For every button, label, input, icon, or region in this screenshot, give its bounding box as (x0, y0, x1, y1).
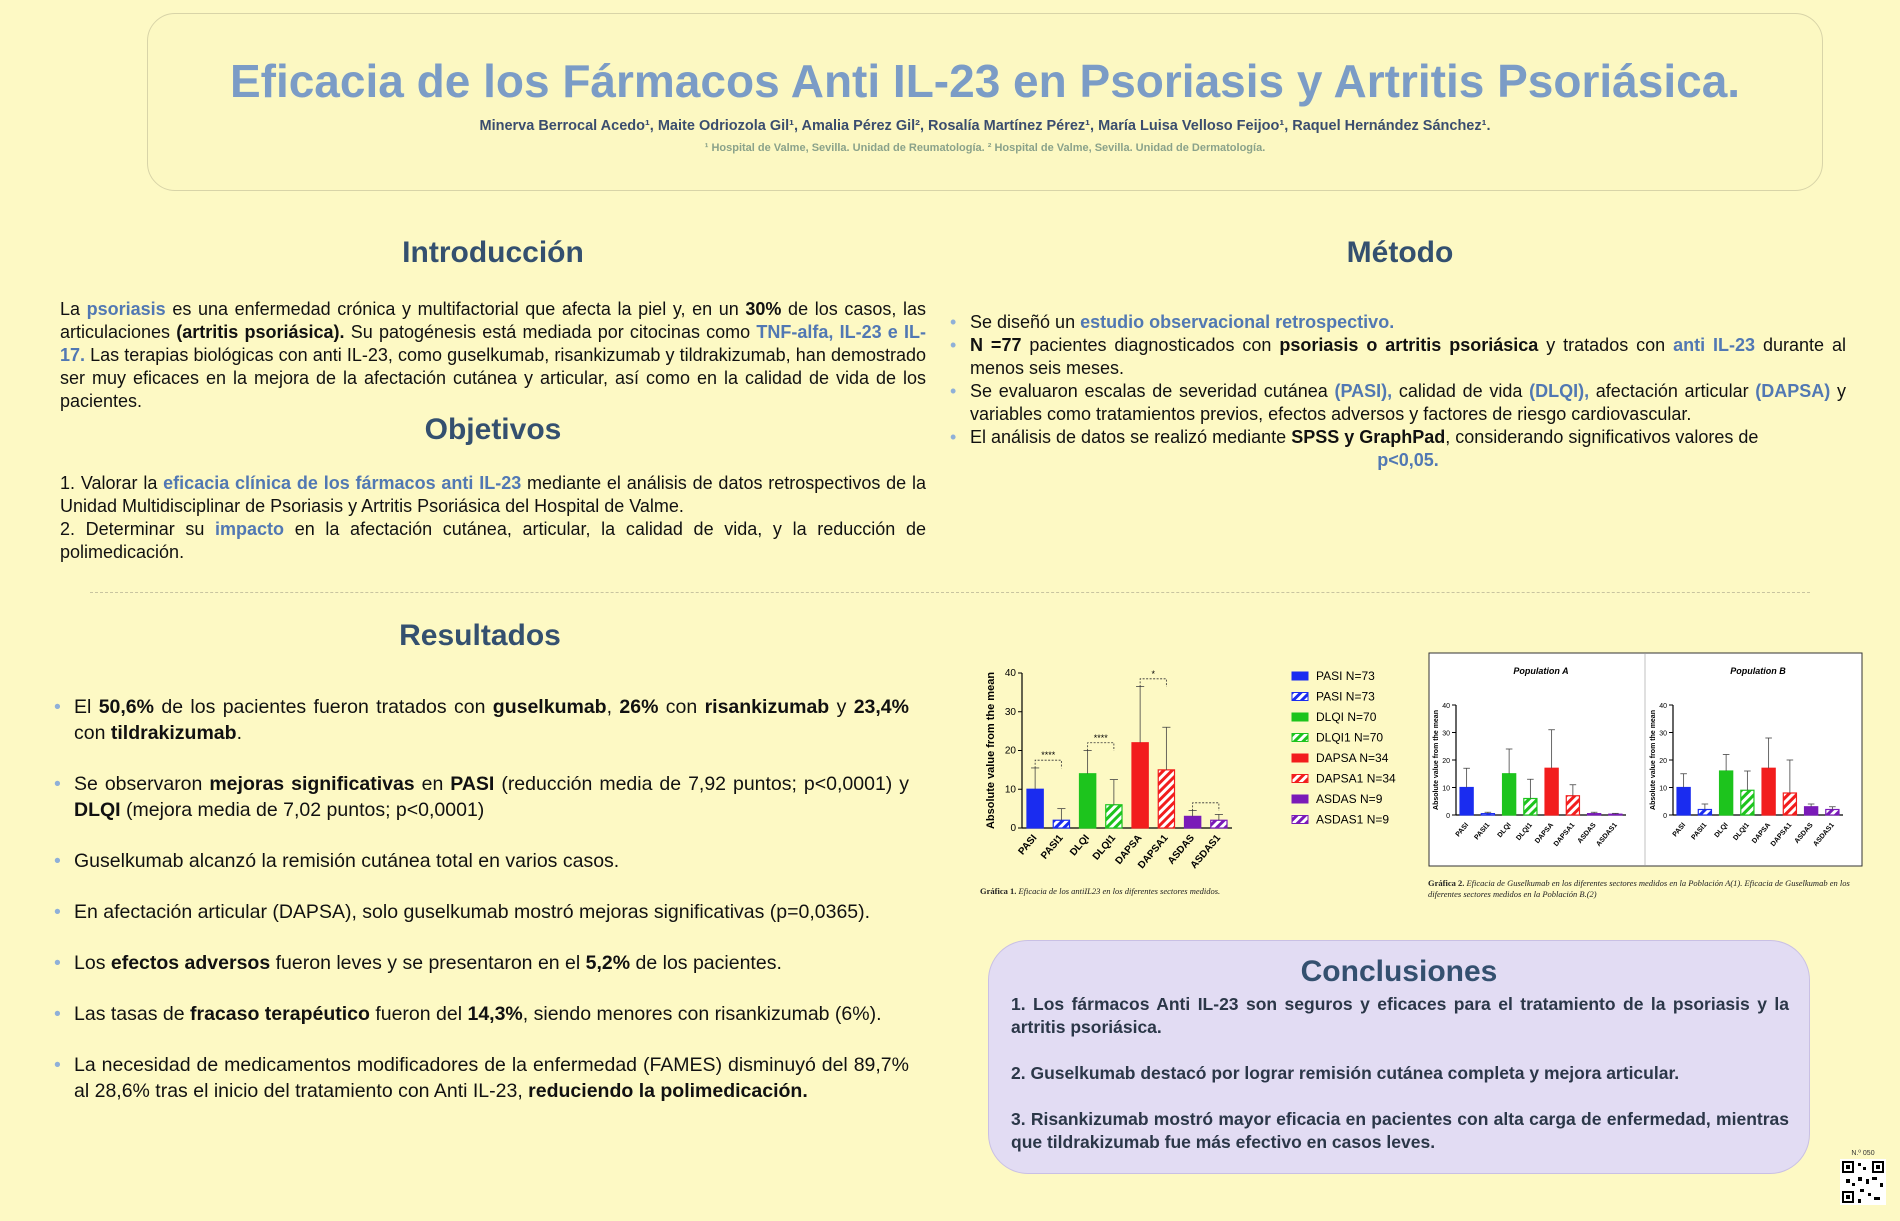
bar-dapsa1 (1566, 796, 1579, 815)
poster-title: Eficacia de los Fármacos Anti IL-23 en Psoriasis y Artritis Psoriásica. (229, 55, 1741, 107)
x-tick-label: PASI1 (1690, 821, 1709, 842)
legend-swatch (1292, 754, 1308, 762)
legend-swatch (1292, 693, 1308, 701)
x-tick-label: DLQI (1496, 821, 1513, 840)
x-tick-label: ASDAS (1165, 832, 1197, 867)
y-tick-label: 10 (1442, 785, 1450, 793)
result-item: • Las tasas de fracaso terapéutico fueron del 14,3%, siendo menores con risankizumab (6%). (54, 1001, 909, 1027)
y-axis-label: Absolute value from the mean (1433, 710, 1440, 810)
panel-title: Population B (1730, 666, 1786, 676)
result-item: • Guselkumab alcanzó la remisión cutánea total en varios casos. (54, 848, 909, 874)
objectives-title: Objetivos (424, 413, 562, 446)
qr-code-area (1838, 1150, 1888, 1212)
y-tick-label: 20 (1004, 745, 1016, 757)
results-title: Resultados (399, 619, 561, 652)
significance-label: **** (1093, 732, 1108, 743)
y-tick-label: 40 (1442, 703, 1450, 710)
conclusion-item: 2. Guselkumab destacó por lograr remisión cutánea completa y mejora articular. (1011, 1063, 1680, 1083)
x-tick-label: PASI (1671, 821, 1688, 839)
x-tick-label: PASI (1016, 832, 1040, 858)
x-tick-label: ASDAS (1793, 821, 1815, 846)
bar-dapsa (1762, 768, 1775, 815)
legend-label: ASDAS N=9 (1316, 792, 1383, 806)
legend-label: DAPSA N=34 (1316, 751, 1389, 765)
chart-1 (980, 655, 1400, 885)
result-item: • Se observaron mejoras significativas en PASI (reducción media de 7,92 puntos; p<0,0001) y DLQI (mejora media de 7,02 puntos; p<0,0001) (54, 771, 909, 823)
conclusion-item: 1. Los fármacos Anti IL-23 son seguros y eficaces para el tratamiento de la psoriasis y la artritis psoriásica. (1011, 994, 1789, 1037)
significance-label: * (1151, 668, 1156, 679)
legend-label: DLQI N=70 (1316, 710, 1377, 724)
bar-dapsa (1132, 743, 1148, 828)
result-item: • El 50,6% de los pacientes fueron tratados con guselkumab, 26% con risankizumab y 23,4% con tildrakizumab. (54, 694, 909, 746)
x-tick-label: DAPSA (1534, 821, 1556, 846)
y-tick-label: 0 (1663, 813, 1667, 820)
panel-title: Population A (1513, 666, 1569, 676)
y-tick-label: 0 (1446, 813, 1450, 820)
bar-pasi (1677, 788, 1690, 816)
bar-dlqi (1079, 774, 1095, 828)
x-tick-label: DLQI1 (1732, 821, 1751, 843)
bar-dapsa1 (1158, 770, 1174, 828)
legend-label: DAPSA1 N=34 (1316, 771, 1396, 786)
y-axis-label: Absolute value from the mean (985, 671, 997, 830)
y-tick-label: 30 (1442, 730, 1450, 738)
bar-asdas (1184, 816, 1200, 828)
bar-dlqi (1503, 774, 1516, 815)
y-tick-label: 20 (1659, 758, 1667, 765)
significance-bracket (1193, 803, 1219, 811)
y-axis-label: Absolute value from the mean (1650, 710, 1657, 810)
chart-2-caption: Gráfica 2. Eficacia de Guselkumab en los diferentes sectores medidos en la Población A(1). Eficacia de Guselkumab en los diferentes sectores medidos en la Población B.(2) (1428, 878, 1850, 899)
x-tick-label: ASDAS1 (1595, 821, 1619, 849)
results-list (54, 694, 909, 1129)
bar-asdas1 (1211, 820, 1227, 828)
section-divider (90, 592, 1810, 593)
legend-swatch (1292, 734, 1308, 742)
y-tick-label: 40 (1659, 703, 1667, 710)
legend-swatch (1292, 713, 1308, 721)
significance-bracket (1140, 679, 1166, 687)
x-tick-label: ASDAS1 (1812, 821, 1836, 849)
objective-2: 2. Determinar su impacto en la afectación cutánea, articular, la calidad de vida, y la reducción de polimedicación. (60, 519, 926, 562)
qr-code-icon (1840, 1159, 1886, 1205)
x-tick-label: PASI1 (1473, 821, 1492, 842)
conclusions-box (988, 940, 1810, 1174)
y-tick-label: 10 (1004, 784, 1016, 796)
chart-2 (1428, 652, 1863, 867)
poster-number: N.º 050 (1851, 1150, 1875, 1157)
bar-asdas (1588, 814, 1601, 815)
chart-2-frame (1429, 653, 1862, 866)
legend-label: ASDAS1 N=9 (1316, 812, 1390, 827)
objective-1: 1. Valorar la eficacia clínica de los fármacos anti IL-23 mediante el análisis de datos retrospectivos de la Unidad Multidisciplinar de Psoriasis y Artritis Psoriásica del Hospital de Valme. (60, 473, 926, 516)
x-tick-label: ASDAS (1576, 821, 1598, 846)
method-item: • Se diseñó un estudio observacional retrospectivo. (950, 311, 1846, 334)
legend-label: DLQI1 N=70 (1316, 730, 1384, 745)
bar-pasi1 (1053, 820, 1069, 828)
significance-bracket (1035, 760, 1061, 768)
objectives-list (60, 472, 926, 564)
x-tick-label: DLQI (1068, 832, 1092, 859)
result-item: • Los efectos adversos fueron leves y se presentaron en el 5,2% de los pacientes. (54, 950, 909, 976)
conclusion-item: 3. Risankizumab mostró mayor eficacia en pacientes con alta carga de enfermedad, mientras que tildrakizumab fue más efectivo en casos leves. (1011, 1109, 1789, 1152)
bar-dlqi (1720, 771, 1733, 815)
y-tick-label: 40 (1004, 668, 1016, 679)
significance-label: **** (1041, 750, 1056, 761)
significance-bracket (1088, 743, 1114, 751)
y-tick-label: 10 (1659, 785, 1667, 793)
bar-pasi1 (1481, 814, 1494, 815)
bar-dlqi1 (1106, 805, 1122, 828)
y-tick-label: 20 (1442, 758, 1450, 765)
authors: Minerva Berrocal Acedo¹, Maite Odriozola Gil¹, Amalia Pérez Gil², Rosalía Martínez Pérez¹, María Luisa Velloso Feijoo¹, Raquel Hernández Sánchez¹. (479, 118, 1491, 134)
x-tick-label: DLQI1 (1090, 832, 1119, 863)
legend-swatch (1292, 816, 1308, 824)
x-tick-label: DAPSA1 (1552, 821, 1577, 849)
chart-1-caption: Gráfica 1. Eficacia de los antiIL23 en los diferentes sectores medidos. (980, 886, 1221, 896)
bar-pasi (1460, 788, 1473, 816)
bar-asdas1 (1826, 810, 1839, 816)
affiliations: ¹ Hospital de Valme, Sevilla. Unidad de Reumatología. ² Hospital de Valme, Sevilla. Unidad de Dermatología. (704, 142, 1266, 154)
method-list (950, 311, 1846, 472)
x-tick-label: DAPSA1 (1136, 832, 1171, 872)
x-tick-label: DAPSA1 (1769, 821, 1794, 849)
bar-dapsa1 (1783, 793, 1796, 815)
bar-pasi (1027, 789, 1043, 828)
legend-swatch (1292, 795, 1308, 803)
bar-dapsa (1545, 768, 1558, 815)
intro-paragraph: La psoriasis es una enfermedad crónica y multifactorial que afecta la piel y, en un 30% de los casos, las articulaciones (artritis psoriásica). Su patogénesis está mediada por citocinas como TNF-alfa, IL-23 e IL-17. Las terapias biológicas con anti IL-23, como guselkumab, risankizumab y tildrakizumab, han demostrado ser muy eficaces en la mejora de la afectación cutánea y articular, así como en la calidad de vida de los pacientes. (60, 299, 926, 411)
bar-dlqi1 (1741, 790, 1754, 815)
legend-swatch (1292, 672, 1308, 680)
bar-dlqi1 (1524, 799, 1537, 816)
legend-label: PASI N=73 (1316, 669, 1375, 683)
method-title: Método (1346, 236, 1454, 269)
bar-pasi1 (1698, 810, 1711, 816)
x-tick-label: DLQI (1713, 821, 1730, 840)
y-tick-label: 0 (1010, 823, 1016, 834)
bar-asdas1 (1609, 814, 1622, 815)
legend-swatch (1292, 775, 1308, 783)
result-item: • La necesidad de medicamentos modificadores de la enfermedad (FAMES) disminuyó del 89,7% al 28,6% tras el inicio del tratamiento con Anti IL-23, reduciendo la polimedicación. (54, 1052, 909, 1104)
x-tick-label: ASDAS1 (1188, 832, 1224, 872)
method-item: • N =77 pacientes diagnosticados con psoriasis o artritis psoriásica y tratados con anti IL-23 durante al menos seis meses. (950, 334, 1846, 380)
conclusions-title: Conclusiones (1300, 955, 1498, 988)
x-tick-label: DAPSA (1113, 832, 1145, 867)
method-item: • El análisis de datos se realizó mediante SPSS y GraphPad, considerando significativos valores de p<0,05. (950, 426, 1846, 472)
method-item: • Se evaluaron escalas de severidad cutánea (PASI), calidad de vida (DLQI), afectación articular (DAPSA) y variables como tratamientos previos, efectos adversos y factores de riesgo cardiovascular. (950, 380, 1846, 426)
x-tick-label: PASI1 (1039, 832, 1066, 862)
conclusions-body (1011, 993, 1789, 1177)
x-tick-label: DLQI1 (1515, 821, 1534, 843)
y-tick-label: 30 (1659, 730, 1667, 738)
x-tick-label: DAPSA (1751, 821, 1773, 846)
bar-asdas (1805, 807, 1818, 815)
result-item: • En afectación articular (DAPSA), solo guselkumab mostró mejoras significativas (p=0,0365). (54, 899, 909, 925)
intro-title: Introducción (402, 236, 584, 269)
x-tick-label: PASI (1454, 821, 1471, 839)
poster-header (147, 13, 1823, 191)
legend-label: PASI N=73 (1316, 689, 1375, 704)
y-tick-label: 30 (1004, 706, 1016, 718)
